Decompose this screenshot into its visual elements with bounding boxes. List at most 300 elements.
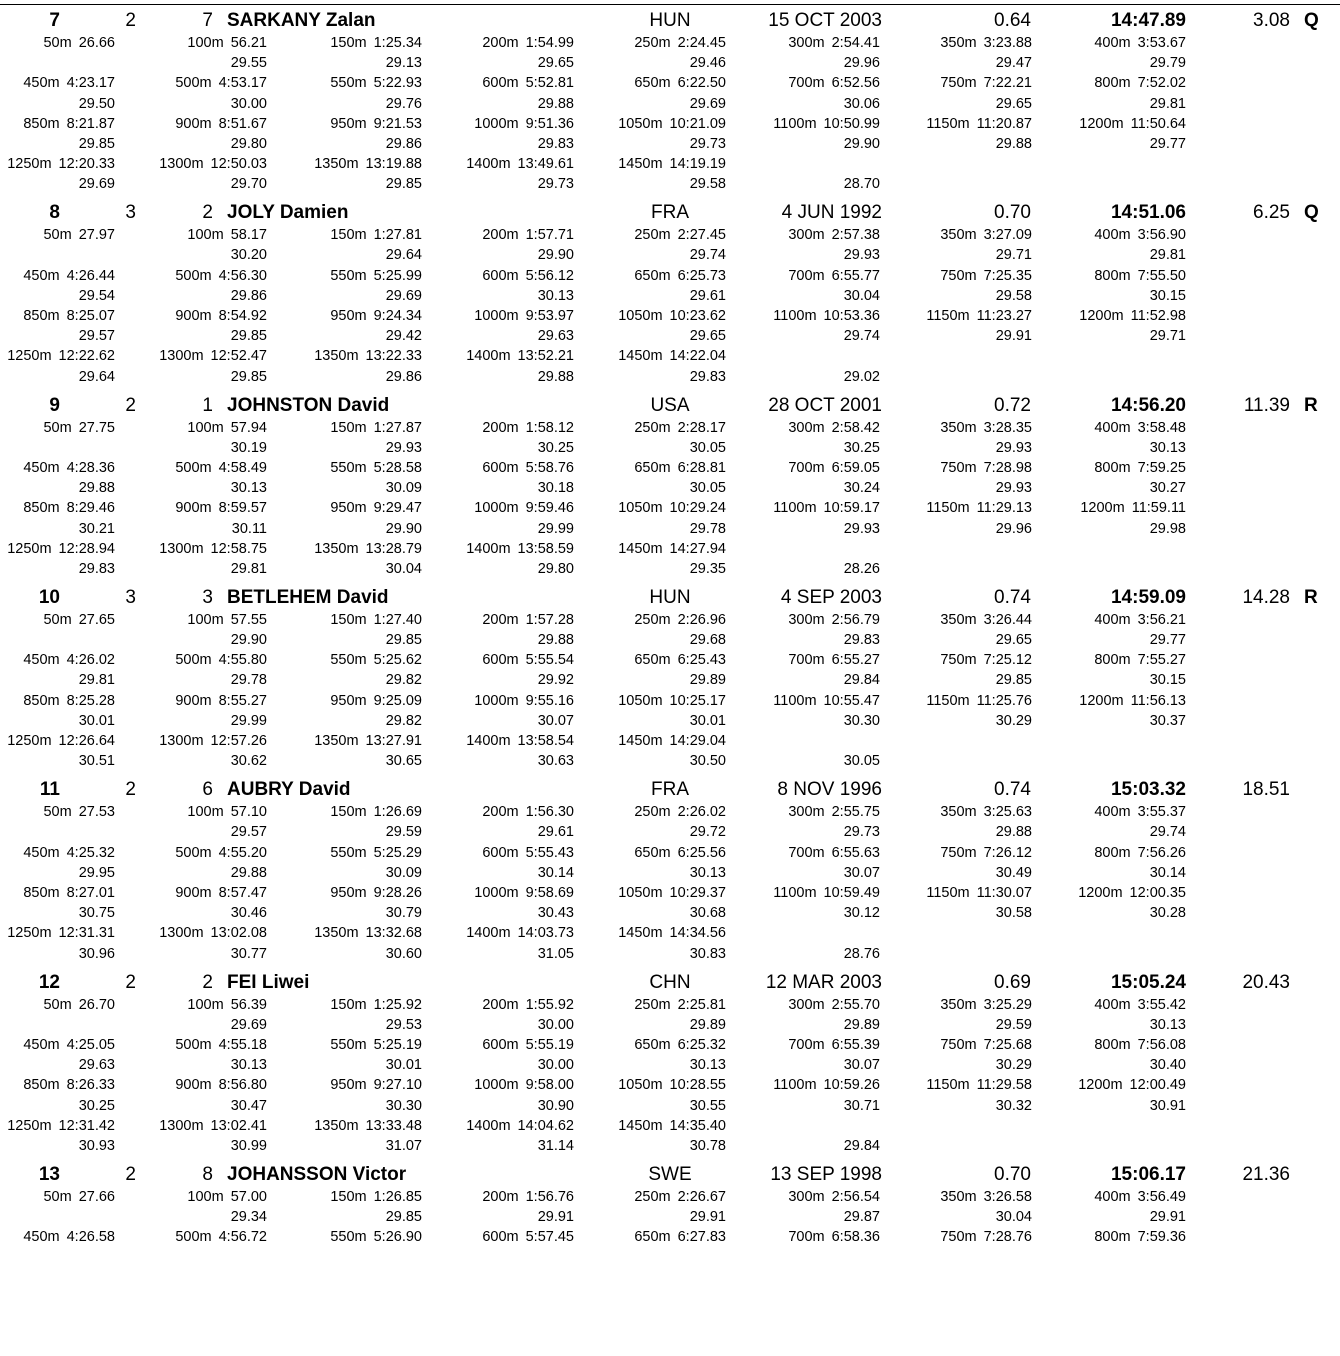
split-time: 26.66 [78, 35, 115, 51]
swimmer-entry [0, 972, 1340, 1164]
split-cumulative [306, 306, 422, 326]
split-time: 5:28.58 [373, 459, 422, 476]
date-of-birth: 8 NOV 1996 [777, 779, 882, 801]
split-cumulative [0, 1227, 115, 1247]
split-cumulative [1070, 1035, 1186, 1055]
split-cumulative [152, 225, 267, 245]
split-cumulative [0, 883, 115, 903]
split-lap-time: 29.80 [230, 136, 267, 152]
split-distance: 900m [175, 500, 212, 517]
nationality-code: FRA [651, 202, 689, 224]
split-lap-time: 29.63 [537, 328, 574, 345]
split-distance: 1000m [474, 1077, 519, 1094]
split-distance: 1350m [314, 348, 359, 365]
split-time: 5:55.54 [525, 652, 574, 669]
rank-number: 10 [38, 586, 60, 608]
split-distance: 1150m [926, 115, 970, 132]
split-lap-time: 29.89 [689, 672, 726, 689]
split-time: 14:29.04 [669, 733, 726, 750]
split-distance: 850m [23, 500, 60, 517]
split-time: 11:29.13 [976, 500, 1032, 517]
split-distance: 450m [23, 1036, 60, 1053]
split-time: 13:58.54 [517, 733, 574, 750]
split-lap-time: 29.64 [385, 247, 422, 264]
split-lap-time: 30.32 [995, 1097, 1032, 1114]
split-lap-time: 29.81 [78, 672, 115, 689]
split-lap-time: 30.93 [78, 1137, 115, 1154]
split-time: 12:31.42 [58, 1117, 115, 1134]
split-time: 57.10 [230, 804, 267, 821]
split-distance: 450m [23, 1229, 60, 1246]
split-distance: 200m [482, 35, 519, 51]
swimmer-header [0, 779, 1340, 801]
split-distance: 700m [788, 75, 825, 92]
lane-number: 2 [202, 202, 213, 224]
split-time: 6:25.56 [677, 844, 726, 861]
heat-number: 2 [125, 394, 136, 416]
split-distance: 600m [482, 459, 519, 476]
split-cumulative [916, 73, 1032, 93]
split-cumulative [1070, 306, 1186, 326]
split-cumulative [458, 346, 574, 366]
split-cumulative [764, 1075, 880, 1095]
split-lap-time: 30.14 [537, 864, 574, 881]
split-time: 1:56.30 [525, 804, 574, 821]
split-distance: 850m [23, 884, 60, 901]
split-cumulative [916, 33, 1032, 53]
split-cumulative [306, 691, 422, 711]
split-distance: 1350m [314, 156, 359, 173]
split-time: 6:28.81 [677, 459, 726, 476]
split-time: 5:52.81 [525, 75, 574, 92]
split-lap-time: 30.09 [385, 480, 422, 497]
split-cumulative [764, 458, 880, 478]
split-cumulative [152, 73, 267, 93]
split-distance: 750m [940, 267, 977, 284]
split-cumulative [458, 802, 574, 822]
split-lap-time: 29.88 [537, 632, 574, 649]
final-time: 15:06.17 [1110, 1163, 1186, 1185]
split-distance: 1150m [926, 1077, 970, 1094]
nationality-code: SWE [648, 1163, 692, 1185]
split-cumulative [916, 1227, 1032, 1247]
split-time: 4:26.44 [66, 267, 115, 284]
split-time: 1:55.92 [525, 996, 574, 1013]
split-time: 13:52.21 [517, 348, 574, 365]
rank-number: 7 [49, 10, 60, 31]
split-cumulative [152, 33, 267, 53]
split-time: 1:54.99 [525, 35, 574, 51]
time-behind: 6.25 [1253, 202, 1290, 224]
split-cumulative [1070, 843, 1186, 863]
split-cumulative [610, 539, 726, 559]
split-time: 4:23.17 [66, 75, 115, 92]
split-lap-time: 29.73 [843, 824, 880, 841]
split-lap-time: 29.88 [537, 95, 574, 112]
split-distance: 800m [1094, 652, 1131, 669]
split-lap-time: 29.83 [537, 136, 574, 152]
split-lap-time: 29.42 [385, 328, 422, 345]
reaction-time: 0.70 [994, 1163, 1031, 1185]
split-lap-time: 29.96 [995, 520, 1032, 537]
final-time: 14:51.06 [1110, 202, 1186, 224]
swimmer-entry [0, 1164, 1340, 1356]
split-distance: 500m [175, 267, 212, 284]
split-cumulative [0, 266, 115, 286]
split-cumulative [152, 114, 267, 134]
split-cumulative [152, 1187, 267, 1207]
split-distance: 300m [788, 996, 825, 1013]
split-distance: 750m [940, 652, 977, 669]
split-time: 9:24.34 [373, 308, 422, 325]
split-lap-time: 29.86 [230, 287, 267, 304]
split-distance: 700m [788, 1229, 825, 1246]
swimmer-name: AUBRY David [227, 779, 351, 801]
split-cumulative [1070, 1187, 1186, 1207]
split-time: 27.53 [78, 804, 115, 821]
split-lap-time: 29.58 [689, 176, 726, 193]
split-time: 10:23.62 [669, 308, 726, 325]
split-cumulative [152, 154, 267, 174]
split-distance: 800m [1094, 844, 1131, 861]
split-distance: 1400m [466, 540, 511, 557]
split-cumulative [306, 1187, 422, 1207]
split-lap-time: 29.65 [537, 55, 574, 72]
split-lap-time: 29.50 [78, 95, 115, 112]
split-lap-time: 30.01 [385, 1057, 422, 1074]
split-cumulative [764, 1035, 880, 1055]
time-behind: 14.28 [1242, 586, 1290, 608]
split-cumulative [152, 418, 267, 438]
split-lap-time: 30.27 [1149, 480, 1186, 497]
split-distance: 700m [788, 844, 825, 861]
swimmer-name: SARKANY Zalan [227, 10, 376, 31]
split-lap-time: 29.90 [385, 520, 422, 537]
split-cumulative [0, 1187, 115, 1207]
split-time: 6:55.77 [831, 267, 880, 284]
split-cumulative [1070, 883, 1186, 903]
date-of-birth: 15 OCT 2003 [768, 10, 882, 31]
split-time: 3:58.48 [1137, 419, 1186, 436]
split-time: 3:55.42 [1137, 996, 1186, 1013]
split-lap-time: 30.96 [78, 945, 115, 962]
split-lap-time: 29.71 [995, 247, 1032, 264]
split-distance: 150m [330, 804, 367, 821]
split-distance: 850m [23, 1077, 60, 1094]
split-lap-time: 30.91 [1149, 1097, 1186, 1114]
split-distance: 400m [1094, 611, 1131, 628]
split-cumulative [458, 266, 574, 286]
split-lap-time: 30.00 [537, 1016, 574, 1033]
split-time: 7:22.21 [983, 75, 1032, 92]
lane-number: 6 [202, 779, 213, 801]
split-lap-time: 29.85 [385, 632, 422, 649]
split-time: 5:57.45 [525, 1229, 574, 1246]
split-cumulative [764, 1187, 880, 1207]
split-distance: 1000m [474, 308, 519, 325]
split-distance: 1250m [7, 156, 52, 173]
split-lap-time: 29.59 [995, 1016, 1032, 1033]
split-time: 12:00.49 [1129, 1077, 1186, 1094]
split-distance: 1150m [926, 884, 970, 901]
split-lap-time: 29.72 [689, 824, 726, 841]
split-time: 5:25.62 [373, 652, 422, 669]
swimmer-header [0, 395, 1340, 417]
split-cumulative [306, 1227, 422, 1247]
split-lap-time: 30.05 [843, 753, 880, 770]
split-distance: 200m [482, 611, 519, 628]
split-lap-time: 29.81 [1149, 247, 1186, 264]
split-lap-time: 29.57 [78, 328, 115, 345]
split-lap-time: 29.83 [689, 368, 726, 385]
split-cumulative [610, 731, 726, 751]
split-distance: 1400m [466, 156, 511, 173]
split-time: 12:57.26 [210, 733, 267, 750]
split-cumulative [152, 346, 267, 366]
time-behind: 11.39 [1243, 394, 1290, 416]
split-time: 13:58.59 [517, 540, 574, 557]
split-distance: 500m [175, 1229, 212, 1246]
split-cumulative [306, 154, 422, 174]
split-time: 10:50.99 [823, 115, 880, 132]
split-cumulative [916, 114, 1032, 134]
split-distance: 1350m [314, 1117, 359, 1134]
split-distance: 200m [482, 1188, 519, 1205]
time-behind: 18.51 [1242, 779, 1290, 801]
split-lap-time: 30.00 [230, 95, 267, 112]
split-time: 27.65 [78, 611, 115, 628]
split-time: 13:27.91 [365, 733, 422, 750]
split-lap-time: 29.91 [1149, 1208, 1186, 1225]
split-time: 7:56.26 [1137, 844, 1186, 861]
split-lap-time: 29.95 [78, 864, 115, 881]
split-time: 7:55.50 [1137, 267, 1186, 284]
split-distance: 950m [330, 115, 367, 132]
split-time: 14:35.40 [669, 1117, 726, 1134]
split-distance: 1200m [1078, 884, 1123, 901]
split-cumulative [0, 731, 115, 751]
split-time: 3:28.35 [983, 419, 1032, 436]
split-lap-time: 29.87 [843, 1208, 880, 1225]
split-time: 3:56.21 [1137, 611, 1186, 628]
split-time: 12:52.47 [210, 348, 267, 365]
split-cumulative [152, 458, 267, 478]
split-distance: 1050m [618, 1077, 663, 1094]
split-distance: 950m [330, 692, 367, 709]
split-time: 5:58.76 [525, 459, 574, 476]
split-distance: 150m [330, 1188, 367, 1205]
qualification-mark: R [1304, 586, 1318, 608]
split-cumulative [1070, 1075, 1186, 1095]
split-distance: 50m [43, 419, 72, 436]
split-time: 6:25.43 [677, 652, 726, 669]
split-time: 12:22.62 [58, 348, 115, 365]
split-time: 9:25.09 [373, 692, 422, 709]
split-time: 2:24.45 [677, 35, 726, 51]
split-time: 13:02.41 [210, 1117, 267, 1134]
split-distance: 1200m [1079, 115, 1124, 132]
heat-number: 3 [125, 202, 136, 224]
split-distance: 200m [482, 804, 519, 821]
split-cumulative [458, 691, 574, 711]
split-cumulative [916, 225, 1032, 245]
split-cumulative [152, 266, 267, 286]
lane-number: 8 [202, 1163, 213, 1185]
split-cumulative [610, 498, 726, 518]
split-distance: 750m [940, 844, 977, 861]
split-time: 6:52.56 [831, 75, 880, 92]
qualification-mark: R [1304, 394, 1318, 416]
split-lap-time: 30.99 [230, 1137, 267, 1154]
split-cumulative [916, 1187, 1032, 1207]
split-lap-time: 30.07 [537, 712, 574, 729]
split-lap-time: 30.01 [689, 712, 726, 729]
split-time: 3:56.49 [1137, 1188, 1186, 1205]
split-time: 8:56.80 [218, 1077, 267, 1094]
split-lap-time: 29.88 [537, 368, 574, 385]
split-time: 2:27.45 [677, 227, 726, 244]
split-lap-time: 28.26 [843, 560, 880, 577]
split-lap-time: 29.69 [78, 176, 115, 193]
split-lap-time: 29.88 [995, 824, 1032, 841]
swimmer-header [0, 10, 1340, 32]
split-distance: 1050m [618, 115, 663, 132]
split-distance: 700m [788, 652, 825, 669]
split-lap-time: 29.61 [537, 824, 574, 841]
split-distance: 100m [187, 419, 224, 436]
split-time: 3:23.88 [983, 35, 1032, 51]
split-lap-time: 29.85 [995, 672, 1032, 689]
split-lap-time: 29.46 [689, 55, 726, 72]
split-time: 2:54.41 [831, 35, 880, 51]
split-lap-time: 30.09 [385, 864, 422, 881]
split-lap-time: 29.81 [230, 560, 267, 577]
split-lap-time: 29.93 [843, 520, 880, 537]
split-distance: 350m [940, 804, 977, 821]
split-cumulative [610, 266, 726, 286]
split-time: 4:56.30 [218, 267, 267, 284]
heat-number: 2 [125, 1163, 136, 1185]
split-distance: 850m [23, 692, 60, 709]
split-time: 5:25.29 [373, 844, 422, 861]
time-behind: 21.36 [1242, 1163, 1290, 1185]
split-time: 2:55.75 [831, 804, 880, 821]
split-time: 2:26.67 [677, 1188, 726, 1205]
split-cumulative [1070, 995, 1186, 1015]
split-cumulative [306, 418, 422, 438]
split-lap-time: 29.88 [78, 480, 115, 497]
split-lap-time: 30.05 [689, 480, 726, 497]
split-lap-time: 29.93 [843, 247, 880, 264]
split-distance: 450m [23, 459, 60, 476]
split-cumulative [152, 883, 267, 903]
split-lap-time: 29.65 [689, 328, 726, 345]
rank-number: 9 [49, 394, 60, 416]
split-time: 8:57.47 [218, 884, 267, 901]
split-lap-time: 29.84 [843, 672, 880, 689]
split-time: 9:53.97 [525, 308, 574, 325]
split-distance: 1300m [159, 540, 204, 557]
split-lap-time: 29.99 [230, 712, 267, 729]
split-time: 5:25.99 [373, 267, 422, 284]
split-time: 57.00 [230, 1188, 267, 1205]
split-lap-time: 30.30 [843, 712, 880, 729]
split-cumulative [1070, 114, 1186, 134]
split-cumulative [458, 843, 574, 863]
swimmer-name: JOHNSTON David [227, 394, 390, 416]
split-lap-time: 30.79 [385, 905, 422, 922]
split-time: 11:30.07 [976, 884, 1032, 901]
split-cumulative [306, 650, 422, 670]
split-lap-time: 30.75 [78, 905, 115, 922]
split-distance: 1450m [618, 733, 663, 750]
split-time: 10:59.26 [823, 1077, 880, 1094]
split-time: 8:59.57 [218, 500, 267, 517]
split-cumulative [306, 1116, 422, 1136]
split-cumulative [306, 1035, 422, 1055]
split-time: 4:56.72 [218, 1229, 267, 1246]
split-cumulative [306, 33, 422, 53]
split-distance: 600m [482, 75, 519, 92]
split-lap-time: 30.14 [1149, 864, 1186, 881]
split-cumulative [916, 691, 1032, 711]
split-distance: 200m [482, 996, 519, 1013]
split-time: 12:00.35 [1129, 884, 1186, 901]
split-cumulative [306, 995, 422, 1015]
split-time: 13:49.61 [517, 156, 574, 173]
split-cumulative [0, 1075, 115, 1095]
split-time: 1:25.92 [373, 996, 422, 1013]
split-distance: 550m [330, 267, 367, 284]
split-lap-time: 30.13 [689, 864, 726, 881]
split-cumulative [0, 691, 115, 711]
split-cumulative [152, 995, 267, 1015]
split-time: 4:26.58 [66, 1229, 115, 1246]
split-lap-time: 29.68 [689, 632, 726, 649]
split-cumulative [916, 995, 1032, 1015]
split-lap-time: 29.85 [230, 368, 267, 385]
split-time: 12:20.33 [58, 156, 115, 173]
split-cumulative [306, 346, 422, 366]
split-cumulative [458, 1227, 574, 1247]
split-cumulative [764, 610, 880, 630]
split-distance: 600m [482, 1229, 519, 1246]
split-cumulative [458, 154, 574, 174]
split-distance: 800m [1094, 1036, 1131, 1053]
split-lap-time: 30.25 [78, 1097, 115, 1114]
split-time: 5:25.19 [373, 1036, 422, 1053]
split-time: 8:27.01 [66, 884, 115, 901]
swimmer-entry [0, 10, 1340, 202]
split-distance: 550m [330, 1229, 367, 1246]
split-lap-time: 29.93 [995, 480, 1032, 497]
split-distance: 1350m [314, 540, 359, 557]
split-time: 9:27.10 [373, 1077, 422, 1094]
split-time: 2:28.17 [677, 419, 726, 436]
swimmer-name: JOLY Damien [227, 202, 349, 224]
split-lap-time: 30.49 [995, 864, 1032, 881]
split-lap-time: 29.93 [385, 439, 422, 456]
split-lap-time: 30.77 [230, 945, 267, 962]
split-lap-time: 29.96 [843, 55, 880, 72]
split-lap-time: 30.21 [78, 520, 115, 537]
split-lap-time: 29.92 [537, 672, 574, 689]
split-cumulative [764, 418, 880, 438]
split-lap-time: 28.70 [843, 176, 880, 193]
split-lap-time: 29.76 [385, 95, 422, 112]
split-cumulative [1070, 498, 1186, 518]
time-behind: 3.08 [1253, 10, 1290, 31]
